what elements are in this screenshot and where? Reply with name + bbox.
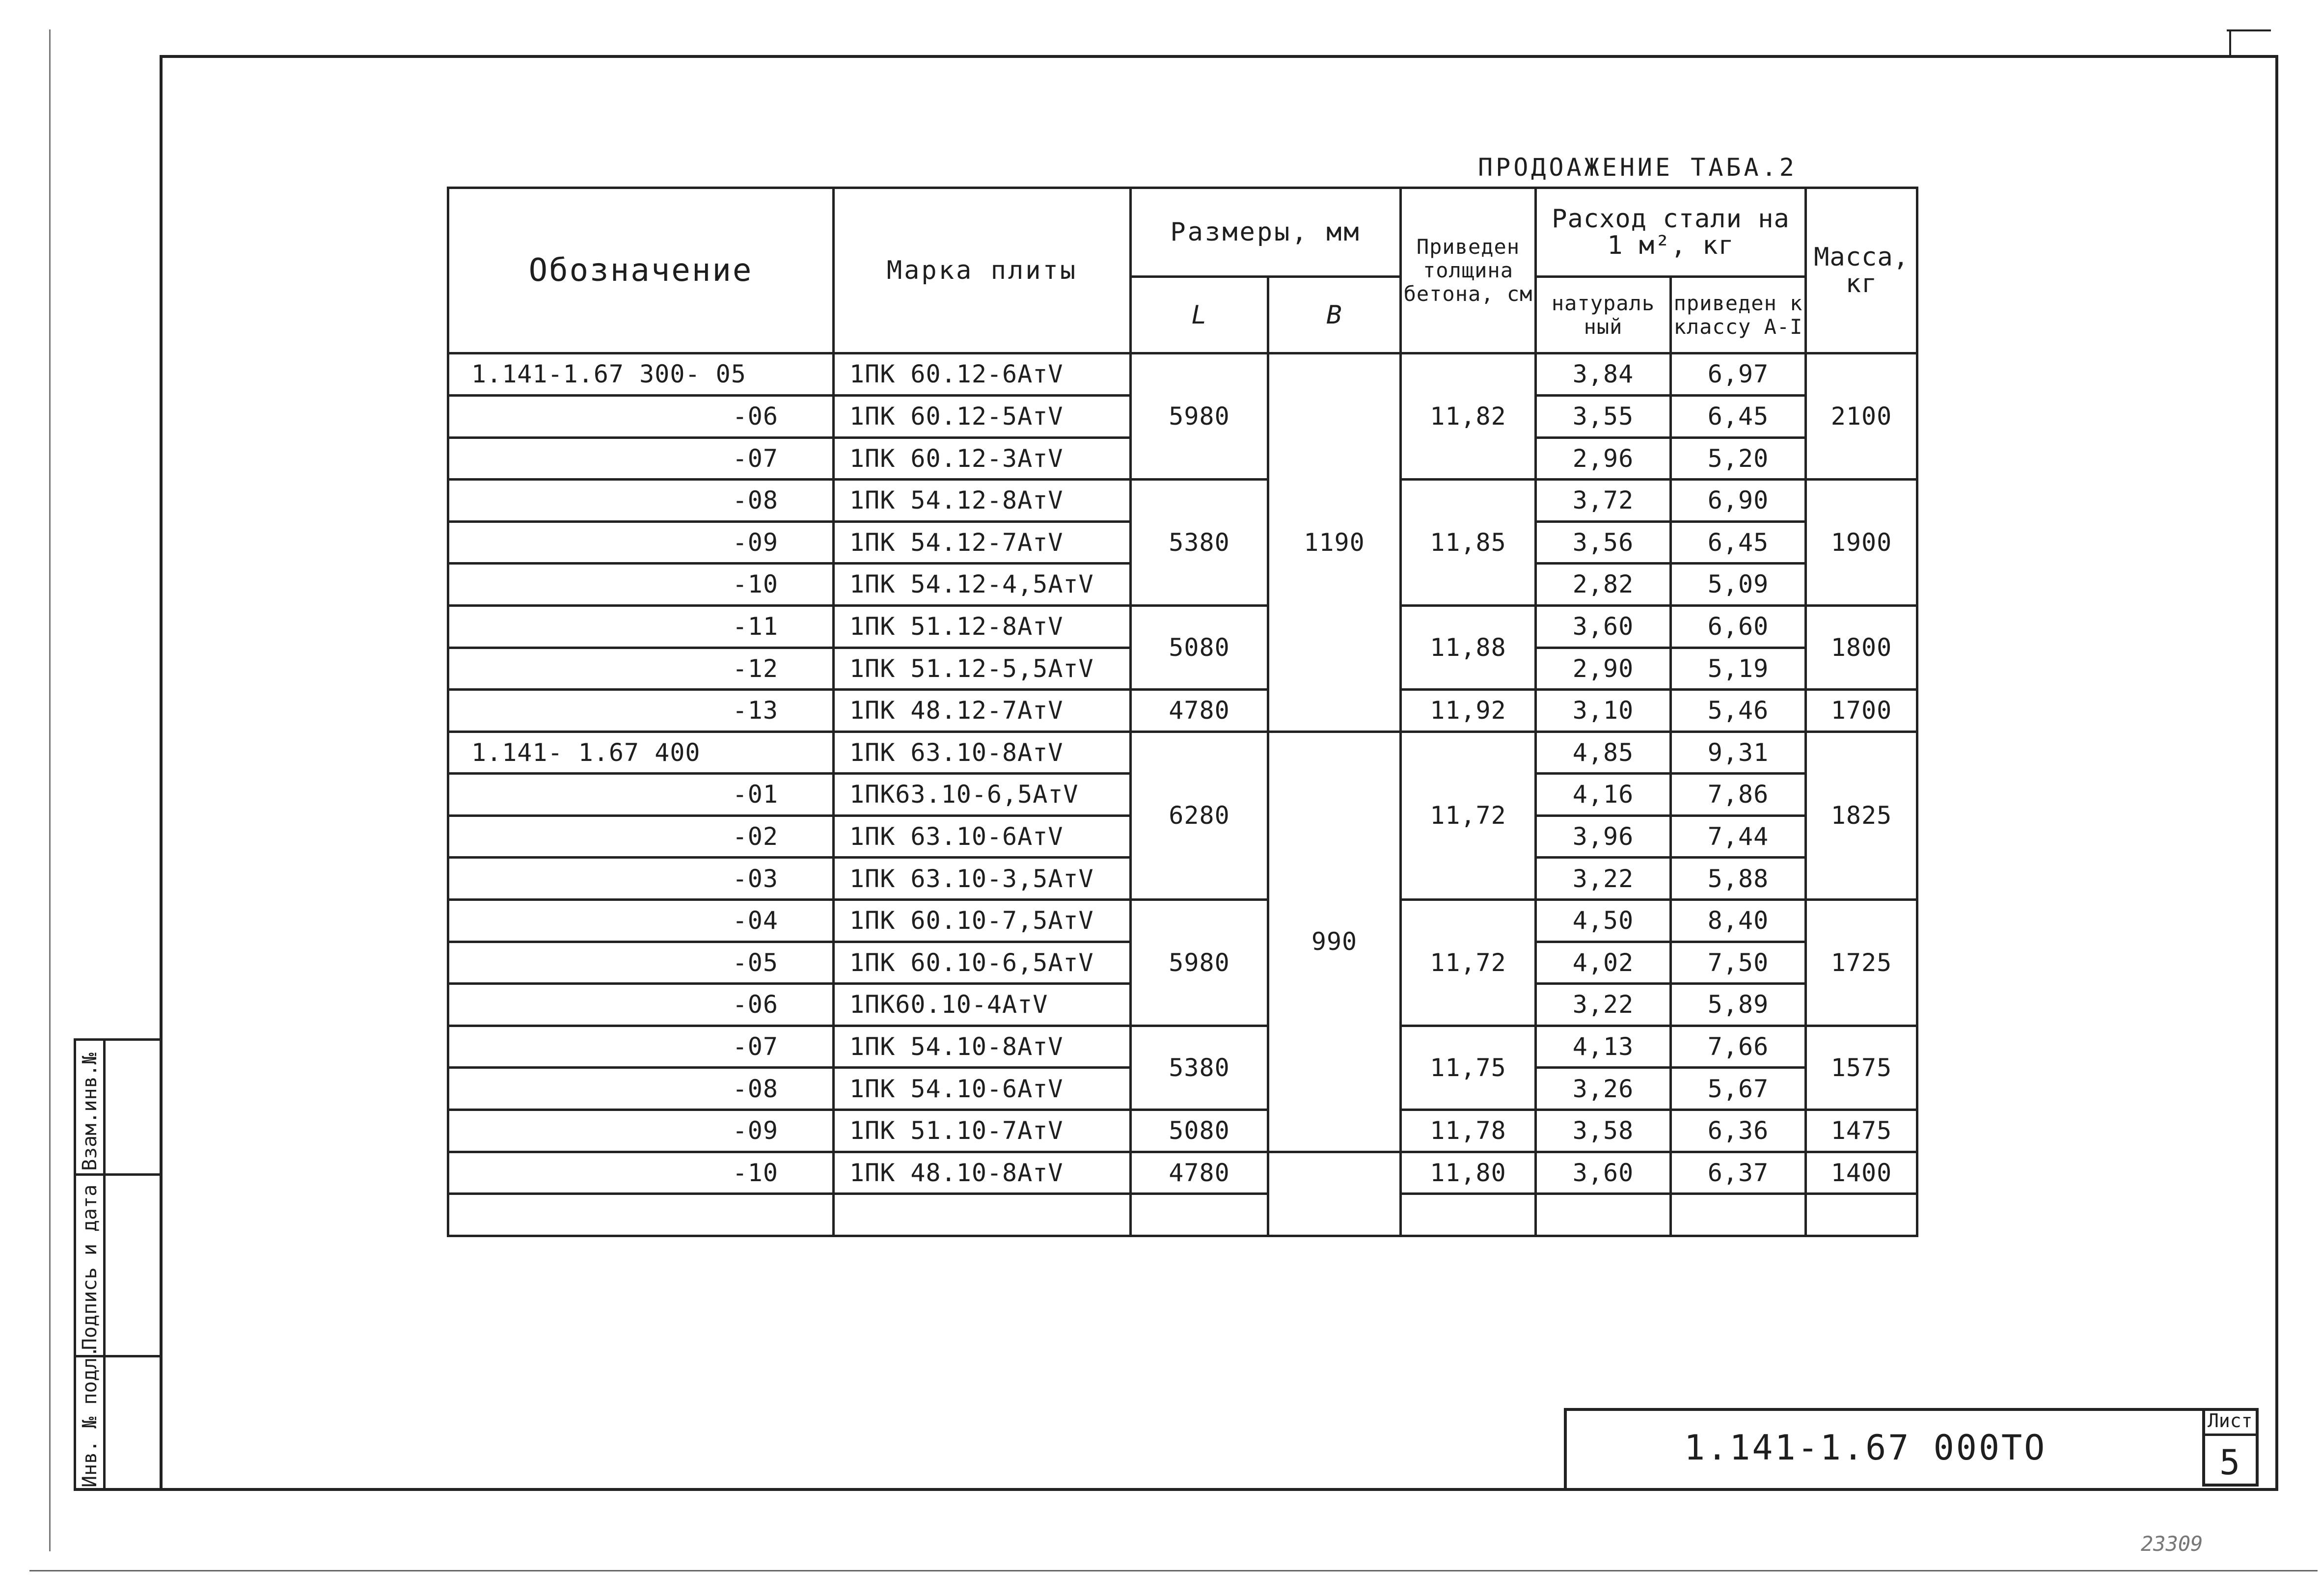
cell-designation: -13 <box>448 690 834 732</box>
outer-bottom-edge <box>29 1570 2318 1571</box>
cell-mark: 1ПК60.10-4АтV <box>834 984 1131 1026</box>
cell-empty <box>1131 1194 1268 1236</box>
cell-mark: 1ПК 51.12-5,5АтV <box>834 648 1131 690</box>
cell-length: 4780 <box>1131 1152 1268 1194</box>
header-dim-l: L <box>1131 277 1268 353</box>
cell-designation: -06 <box>448 984 834 1026</box>
table-row-empty <box>448 1194 1917 1236</box>
cell-steel-natural: 4,02 <box>1536 942 1671 984</box>
cell-steel-reduced: 6,45 <box>1671 521 1806 564</box>
side-label-inv: Инв. № подл. <box>79 1346 101 1488</box>
cell-steel-reduced: 5,88 <box>1671 858 1806 900</box>
cell-steel-natural: 3,56 <box>1536 521 1671 564</box>
cell-designation: -03 <box>448 858 834 900</box>
cell-steel-natural: 4,85 <box>1536 731 1671 774</box>
cell-designation: -02 <box>448 815 834 858</box>
cell-mark: 1ПК 51.12-8АтV <box>834 605 1131 648</box>
header-dim-b: B <box>1268 277 1401 353</box>
cell-mass: 1825 <box>1806 731 1917 899</box>
cell-length: 6280 <box>1131 731 1268 899</box>
cell-mark: 1ПК 63.10-3,5АтV <box>834 858 1131 900</box>
frame-left <box>160 55 163 1491</box>
cell-length: 5080 <box>1131 1110 1268 1152</box>
frame-right <box>2275 55 2278 1491</box>
table-row <box>448 900 1917 942</box>
cell-mark: 1ПК 54.12-7АтV <box>834 521 1131 564</box>
cell-steel-natural: 3,55 <box>1536 395 1671 437</box>
cell-mark: 1ПК 60.10-7,5АтV <box>834 900 1131 942</box>
cell-steel-natural: 3,22 <box>1536 984 1671 1026</box>
cell-empty <box>1536 1194 1671 1236</box>
cell-steel-reduced: 5,89 <box>1671 984 1806 1026</box>
table-row <box>448 1026 1917 1068</box>
cell-length: 5380 <box>1131 1026 1268 1109</box>
cell-designation: -11 <box>448 605 834 648</box>
main-table <box>447 187 1918 1237</box>
cell-length: 5380 <box>1131 480 1268 606</box>
cell-steel-natural: 3,60 <box>1536 605 1671 648</box>
cell-thickness: 11,82 <box>1401 353 1536 480</box>
cell-mark: 1ПК 51.10-7АтV <box>834 1110 1131 1152</box>
cell-mass: 1900 <box>1806 480 1917 606</box>
cell-mark: 1ПК 48.12-7АтV <box>834 690 1131 732</box>
cell-steel-natural: 3,26 <box>1536 1068 1671 1110</box>
cell-designation: -01 <box>448 774 834 816</box>
cell-mass: 1800 <box>1806 605 1917 689</box>
cell-designation: 1.141-1.67 300- 05 <box>448 353 834 396</box>
side-strip-mid <box>103 1038 106 1491</box>
cell-mark: 1ПК 60.12-3АтV <box>834 437 1131 480</box>
cell-designation: -10 <box>448 1152 834 1194</box>
cell-mass: 1400 <box>1806 1152 1917 1194</box>
header-mark: Марка плиты <box>834 188 1131 353</box>
cell-steel-reduced: 6,37 <box>1671 1152 1806 1194</box>
cell-steel-natural: 3,84 <box>1536 353 1671 396</box>
table-title: ПРОДОАЖЕНИЕ ТАБА.2 <box>1478 153 1797 182</box>
cell-steel-natural: 2,82 <box>1536 564 1671 606</box>
cell-length: 5080 <box>1131 605 1268 689</box>
cell-empty <box>1806 1194 1917 1236</box>
table-row <box>448 353 1917 396</box>
side-strip-left <box>74 1038 76 1491</box>
cell-designation: -09 <box>448 521 834 564</box>
cell-mass: 1700 <box>1806 690 1917 732</box>
table-row <box>448 605 1917 648</box>
cell-steel-reduced: 9,31 <box>1671 731 1806 774</box>
cell-steel-reduced: 6,97 <box>1671 353 1806 396</box>
header-steel-reduced: приведен к классу А-I <box>1671 277 1806 353</box>
sheet-box-divider <box>2202 1434 2259 1436</box>
cell-steel-reduced: 5,09 <box>1671 564 1806 606</box>
cell-thickness: 11,92 <box>1401 690 1536 732</box>
header-designation: Обозначение <box>448 188 834 353</box>
bottom-note: 23309 <box>2141 1532 2203 1556</box>
sheet-label: Лист <box>2208 1410 2253 1432</box>
document-code: 1.141-1.67 000ТО <box>1684 1428 2047 1468</box>
cell-designation: -10 <box>448 564 834 606</box>
cell-designation: -07 <box>448 1026 834 1068</box>
cell-steel-reduced: 5,20 <box>1671 437 1806 480</box>
cell-designation: -08 <box>448 480 834 522</box>
cell-mark: 1ПК 48.10-8АтV <box>834 1152 1131 1194</box>
table-row <box>448 1110 1917 1152</box>
cell-steel-natural: 4,50 <box>1536 900 1671 942</box>
side-strip-top <box>74 1038 162 1041</box>
cell-steel-natural: 3,72 <box>1536 480 1671 522</box>
top-right-mark <box>2227 29 2271 31</box>
cell-steel-natural: 2,90 <box>1536 648 1671 690</box>
cell-thickness: 11,72 <box>1401 900 1536 1026</box>
cell-steel-natural: 4,13 <box>1536 1026 1671 1068</box>
cell-mark: 1ПК 54.12-4,5АтV <box>834 564 1131 606</box>
header-dimensions: Размеры, мм <box>1131 188 1401 277</box>
cell-length: 4780 <box>1131 690 1268 732</box>
cell-designation: -09 <box>448 1110 834 1152</box>
cell-steel-reduced: 7,44 <box>1671 815 1806 858</box>
cell-mark: 1ПК 60.12-5АтV <box>834 395 1131 437</box>
header-steel: Расход стали на 1 м², кг <box>1536 188 1806 277</box>
cell-mass: 1725 <box>1806 900 1917 1026</box>
cell-width: 990 <box>1268 731 1401 1152</box>
cell-thickness: 11,75 <box>1401 1026 1536 1109</box>
cell-empty <box>1401 1194 1536 1236</box>
cell-steel-reduced: 7,66 <box>1671 1026 1806 1068</box>
side-label-sign: Подпись и дата <box>79 1184 101 1350</box>
cell-steel-natural: 4,16 <box>1536 774 1671 816</box>
cell-designation: -06 <box>448 395 834 437</box>
outer-left-edge <box>49 29 51 1551</box>
cell-mark: 1ПК 63.10-6АтV <box>834 815 1131 858</box>
cell-steel-reduced: 6,45 <box>1671 395 1806 437</box>
cell-thickness: 11,85 <box>1401 480 1536 606</box>
cell-designation: -12 <box>448 648 834 690</box>
cell-steel-reduced: 7,50 <box>1671 942 1806 984</box>
cell-steel-natural: 3,96 <box>1536 815 1671 858</box>
cell-width <box>1268 1152 1401 1236</box>
cell-length: 5980 <box>1131 900 1268 1026</box>
cell-steel-natural: 3,58 <box>1536 1110 1671 1152</box>
table-row <box>448 480 1917 522</box>
cell-mark: 1ПК 54.10-8АтV <box>834 1026 1131 1068</box>
side-label-replace: Взам.инв.№ <box>79 1053 101 1171</box>
cell-mark: 1ПК 63.10-8АтV <box>834 731 1131 774</box>
cell-empty <box>834 1194 1131 1236</box>
cell-mark: 1ПК 60.10-6,5АтV <box>834 942 1131 984</box>
top-right-tick <box>2229 31 2231 56</box>
cell-thickness: 11,80 <box>1401 1152 1536 1194</box>
cell-steel-reduced: 8,40 <box>1671 900 1806 942</box>
cell-steel-reduced: 5,46 <box>1671 690 1806 732</box>
cell-thickness: 11,72 <box>1401 731 1536 899</box>
cell-steel-reduced: 6,90 <box>1671 480 1806 522</box>
cell-mark: 1ПК 54.10-6АтV <box>834 1068 1131 1110</box>
cell-mark: 1ПК 54.12-8АтV <box>834 480 1131 522</box>
frame-top <box>160 55 2278 58</box>
cell-steel-reduced: 7,86 <box>1671 774 1806 816</box>
table-row <box>448 1152 1917 1194</box>
table-row <box>448 690 1917 732</box>
cell-length: 5980 <box>1131 353 1268 480</box>
cell-width: 1190 <box>1268 353 1401 731</box>
cell-mass: 2100 <box>1806 353 1917 480</box>
cell-thickness: 11,88 <box>1401 605 1536 689</box>
header-mass: Масса, кг <box>1806 188 1917 353</box>
cell-steel-natural: 3,10 <box>1536 690 1671 732</box>
cell-steel-reduced: 5,67 <box>1671 1068 1806 1110</box>
cell-empty <box>1671 1194 1806 1236</box>
table-row <box>448 731 1917 774</box>
cell-steel-natural: 3,60 <box>1536 1152 1671 1194</box>
cell-designation: -04 <box>448 900 834 942</box>
cell-empty <box>448 1194 834 1236</box>
cell-steel-reduced: 6,36 <box>1671 1110 1806 1152</box>
cell-designation: 1.141- 1.67 400 <box>448 731 834 774</box>
cell-designation: -07 <box>448 437 834 480</box>
cell-thickness: 11,78 <box>1401 1110 1536 1152</box>
cell-mass: 1575 <box>1806 1026 1917 1109</box>
header-thickness: Приведен толщина бетона, см <box>1401 188 1536 353</box>
cell-mark: 1ПК63.10-6,5АтV <box>834 774 1131 816</box>
sheet-number: 5 <box>2219 1442 2240 1483</box>
header-steel-natural: натураль ный <box>1536 277 1671 353</box>
side-strip-div1 <box>74 1173 162 1176</box>
cell-steel-natural: 3,22 <box>1536 858 1671 900</box>
cell-steel-reduced: 5,19 <box>1671 648 1806 690</box>
cell-mark: 1ПК 60.12-6АтV <box>834 353 1131 396</box>
cell-designation: -05 <box>448 942 834 984</box>
cell-mass: 1475 <box>1806 1110 1917 1152</box>
cell-designation: -08 <box>448 1068 834 1110</box>
cell-steel-reduced: 6,60 <box>1671 605 1806 648</box>
cell-steel-natural: 2,96 <box>1536 437 1671 480</box>
